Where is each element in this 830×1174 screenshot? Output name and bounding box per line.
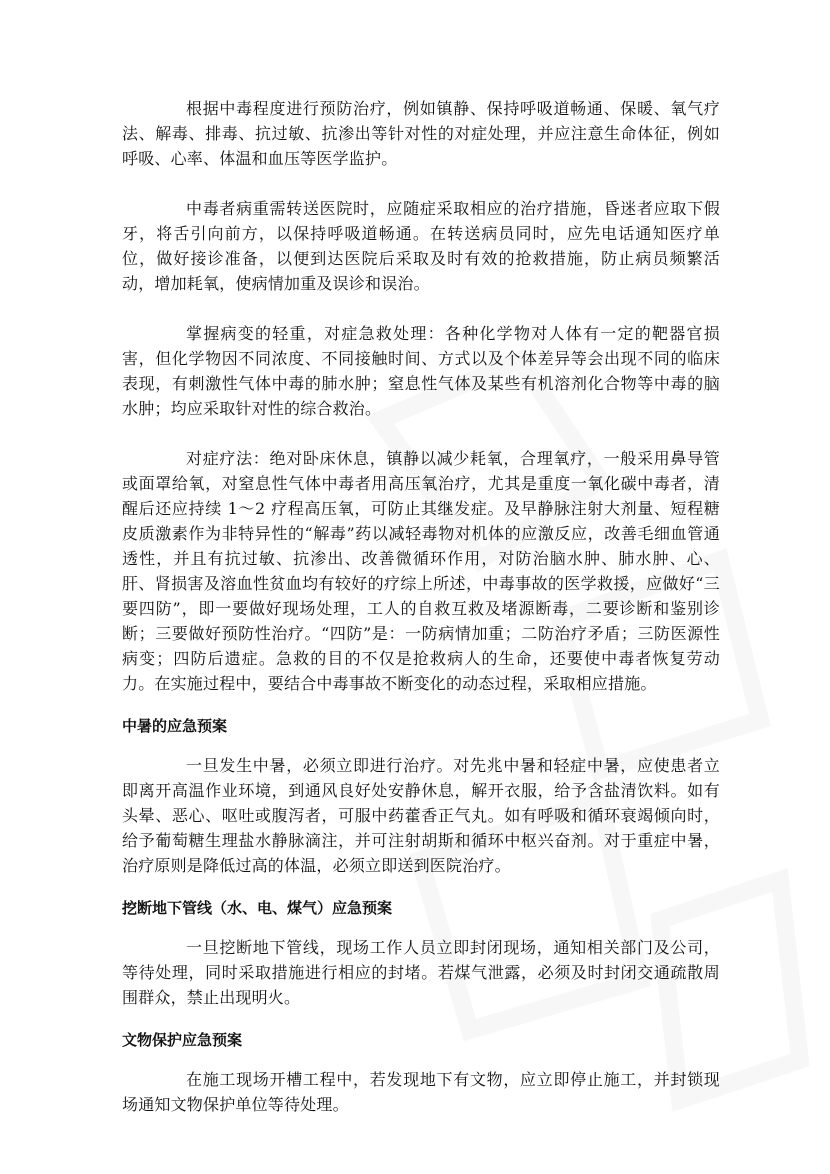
section-heading-heatstroke: 中暑的应急预案: [122, 717, 228, 735]
section-body-relics: 在施工现场开槽工程中，若发现地下有文物，应立即停止施工，并封锁现场通知文物保护单位等待处理。: [122, 1070, 720, 1114]
section-heading-relics: 文物保护应急预案: [122, 1031, 243, 1049]
paragraph-hospital-transfer: 中毒者病重需转送医院时，应随症采取相应的治疗措施，昏迷者应取下假牙，将舌引向前方，以保持呼吸道畅通。在转送病员同时，应先电话通知医疗单位，做好接诊准备，以便到达医院后采取及时有效的抢救措施，防止病员频繁活动，增加耗氧，使病情加重及误诊和误治。: [122, 199, 720, 293]
section-heading-pipeline: 挖断地下管线（水、电、煤气）应急预案: [122, 899, 393, 917]
section-body-heatstroke: 一旦发生中暑，必须立即进行治疗。对先兆中暑和轻症中暑，应使患者立即离开高温作业环境，到通风良好处安静休息，解开衣服，给予含盐清饮料。如有头晕、恶心、呕吐或腹泻者，可服中药藿香正气丸。如有呼吸和循环衰竭倾向时，给予葡萄糖生理盐水静脉滴注，并可注射胡斯和循环中枢兴奋剂。对于重症中暑，治疗原则是降低过高的体温，必须立即送到医院治疗。: [122, 756, 720, 875]
section-body-pipeline: 一旦挖断地下管线，现场工作人员立即封闭现场，通知相关部门及公司，等待处理，同时采取措施进行相应的封堵。若煤气泄露，必须及时封闭交通疏散周围群众，禁止出现明火。: [122, 938, 720, 1007]
paragraph-emergency-treatment: 掌握病变的轻重，对症急救处理：各种化学物对人体有一定的靶器官损害，但化学物因不同浓度、不同接触时间、方式以及个体差异等会出现不同的临床表现，有刺激性气体中毒的肺水肿；窒息性气体及某些有机溶剂化合物等中毒的脑水肿；均应采取针对性的综合救治。: [122, 324, 720, 418]
document-body: [122, 96, 720, 1117]
paragraph-symptomatic-therapy: 对症疗法：绝对卧床休息，镇静以减少耗氧，合理氧疗，一般采用鼻导管或面罩给氧，对窒息性气体中毒者用高压氧治疗，尤其是重度一氧化碳中毒者，清醒后还应持续 1～2 疗程高压氧，可防止其继发症。及早静脉注射大剂量、短程糖皮质激素作为非特异性的“解毒”药以减轻毒物对机体的应激反应，改善毛细血管通透性，并且有抗过敏、抗渗出、改善微循环作用，对防治脑水肿、肺水肿、心、肝、肾损害及溶血性贫血均有较好的疗综上所述，中毒事故的医学救援，应做好“三要四防”，即一要做好现场处理，工人的自救互救及堵源断毒，二要诊断和鉴别诊断；三要做好预防性治疗。“四防”是：一防病情加重；二防治疗矛盾；三防医源性病变；四防后遗症。急救的目的不仅是抢救病人的生命，还要使中毒者恢复劳动力。在实施过程中，要结合中毒事故不断变化的动态过程，采取相应措施。: [122, 449, 720, 693]
paragraph-prevention-treatment: 根据中毒程度进行预防治疗，例如镇静、保持呼吸道畅通、保暖、氧气疗法、解毒、排毒、抗过敏、抗渗出等针对性的对症处理，并应注意生命体征，例如呼吸、心率、体温和血压等医学监护。: [122, 99, 720, 168]
